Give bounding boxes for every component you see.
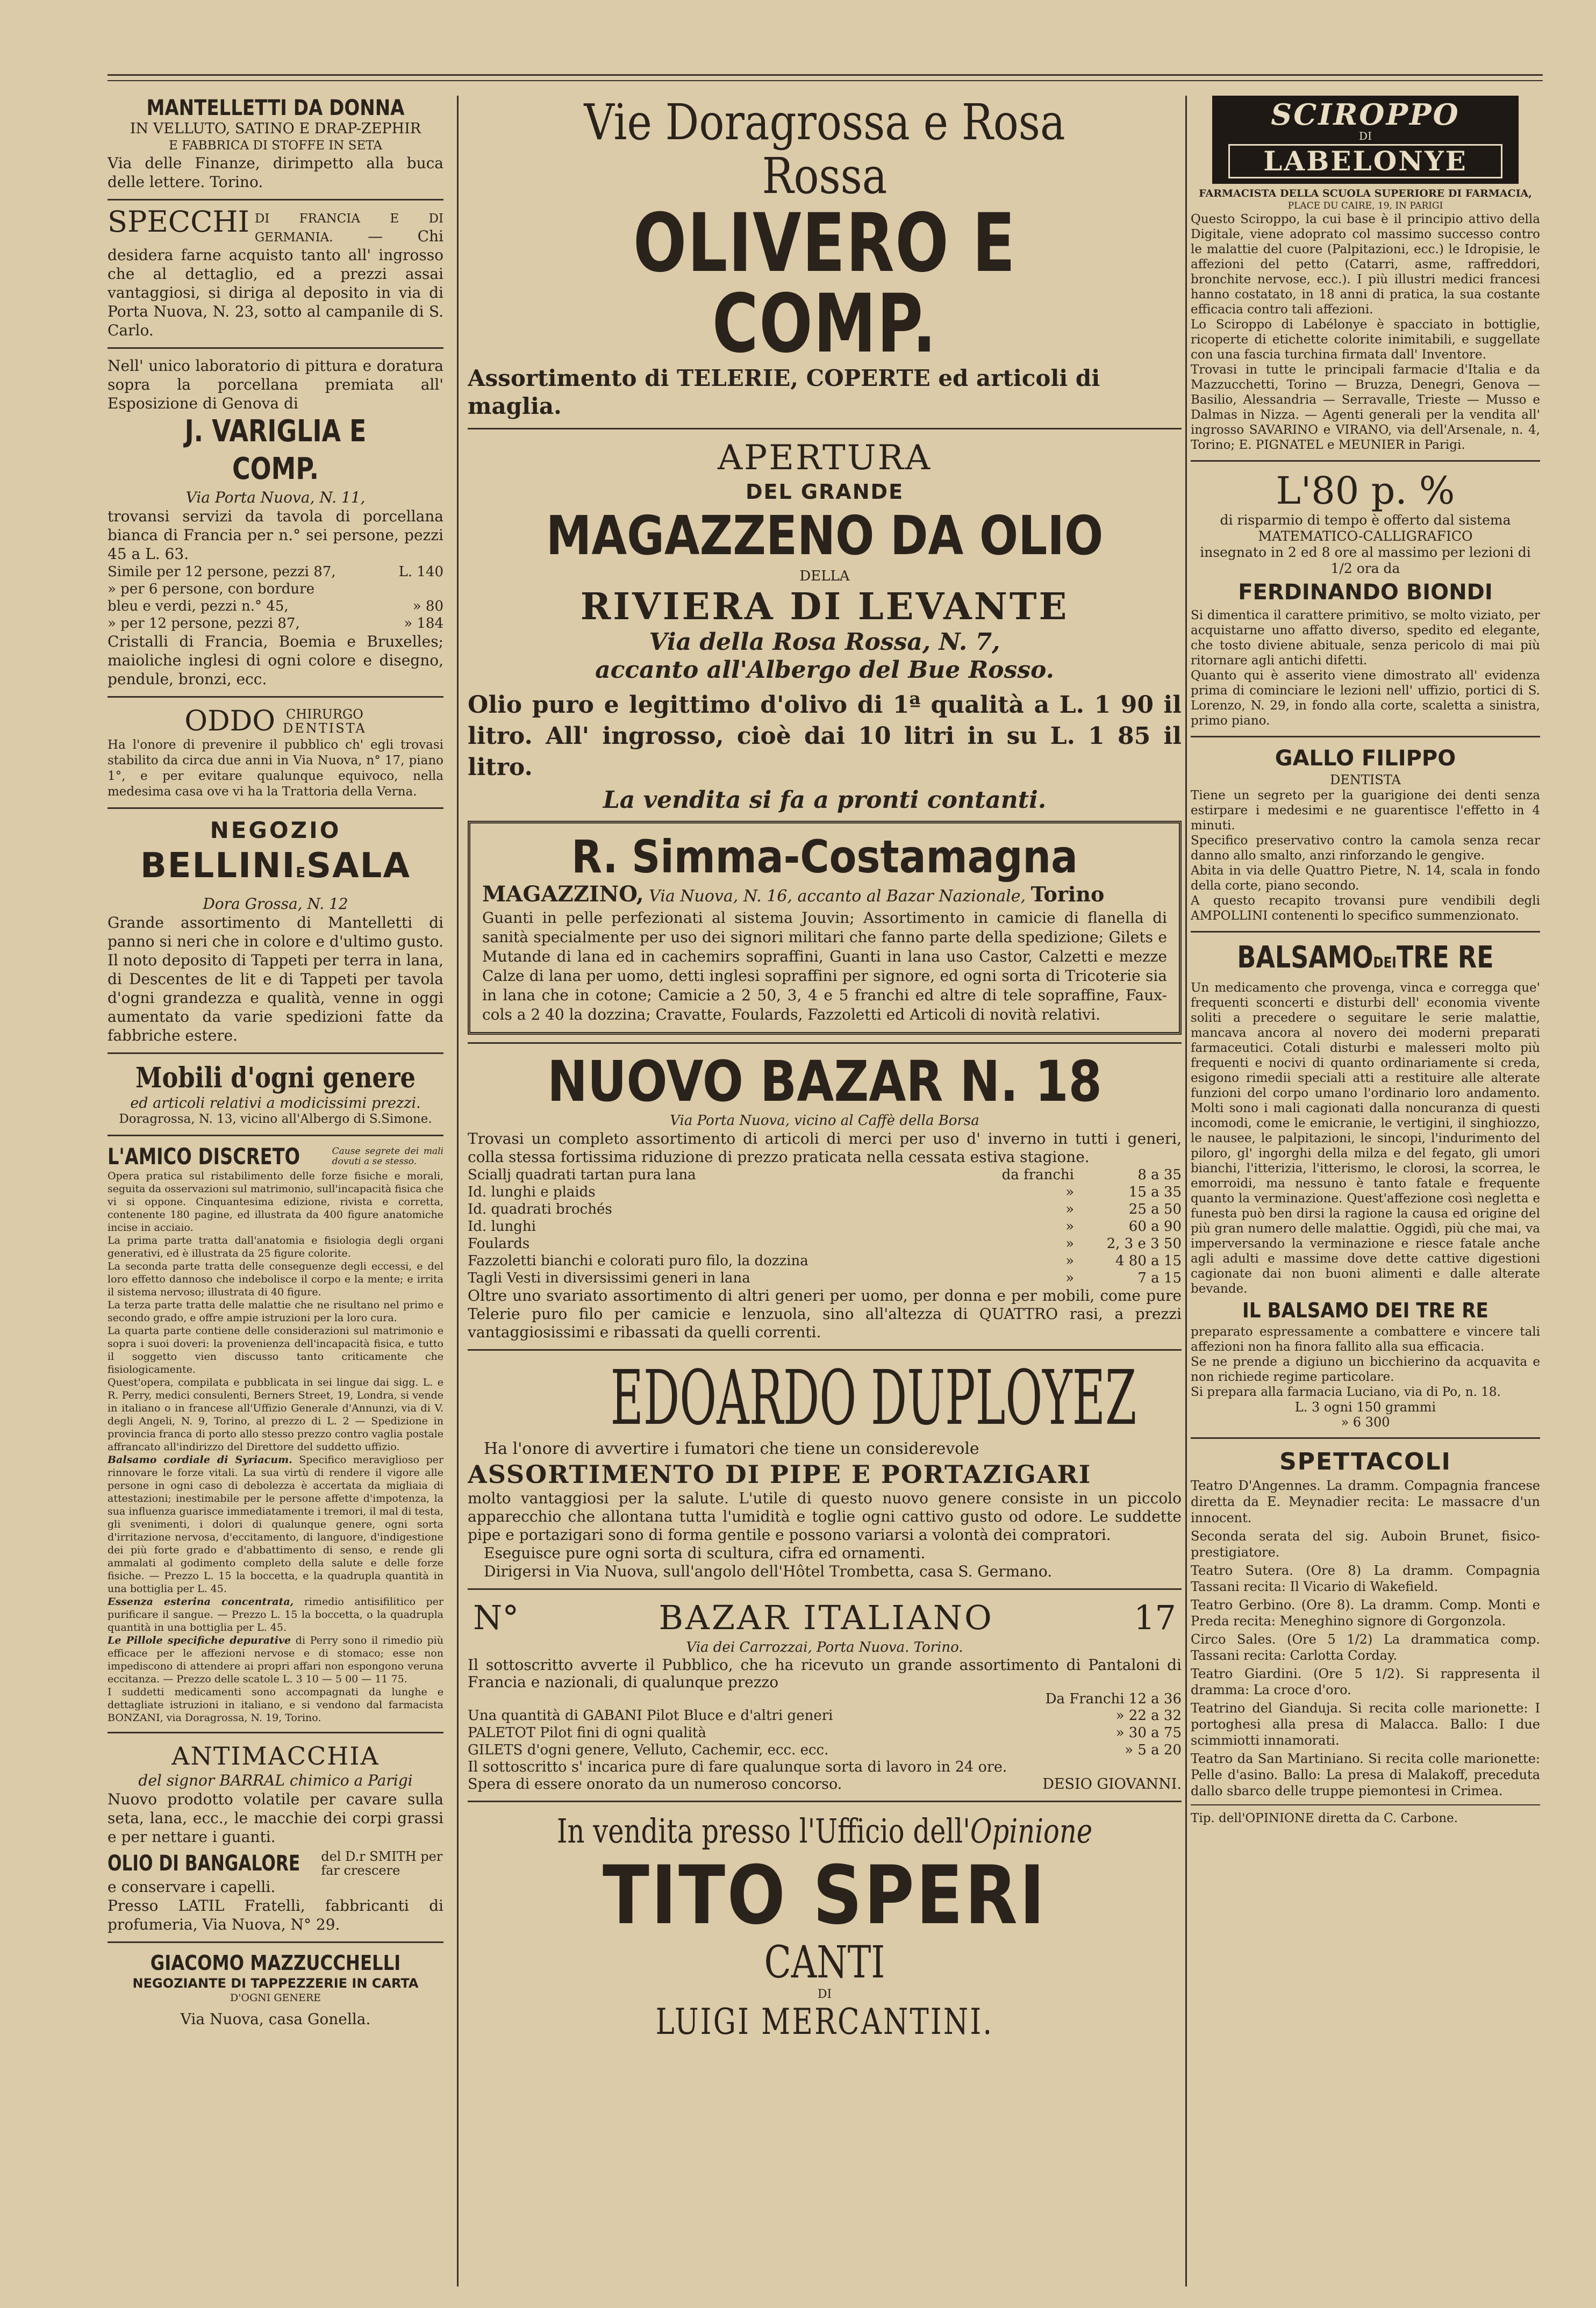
ad-text: Un medicamento che provenga, vinca e corregga que' frequenti sconcerti e disturbi dell' economia vivente soliti a precedere o seguitare le serie malattie, mancava ancora al novero dei moderni preparati farmaceutici. Cotali disturbi e malesseri molto più frequenti e nocivi di quanto ordinariamente si creda, esigono rimedii speciali atti a restituire alle alterate funzioni del corpo umano l'ordinario loro andamento. Molti sono i mali cagionati dalla noncuranza di questi incomodi, come le emicranie, le vertigini, il singhiozzo, le nausee, le palpitazioni, le sincopi, l'indurimento del piloro, gl' ingorghi della milza e del fegato, gli umori bianchi, l'itterizia, l'itterismo, le clorosi, la scorrea, le emorroidi, ma nessuno è tanto fatale e frequente quanto la verminazione. Quest'affezione così negletta e funesta può ben dirsi la ragione la causa ed origine del più gran numero delle malattie. Oggidì, più che mai, va imperversando la verminazione e riesce fatale anche agli adulti e massime dove dette cattive digestioni cagionate dai non buoni alimenti e dalle alterate bevande. xyxy=(1191,981,1540,1296)
spettacolo-item: Circo Sales. (Ore 5 1/2) La drammatica comp. Tassani recita: Carlotta Corday. xyxy=(1191,1632,1540,1663)
ad-title: BALSAMO xyxy=(1237,940,1373,975)
ad-title: ANTIMACCHIA xyxy=(171,1741,380,1771)
ad-title: OLIO DI BANGALORE xyxy=(108,1851,300,1876)
price-label: PALETOT Pilot fini di ogni qualità xyxy=(468,1725,706,1741)
ad-signature: DESIO GIOVANNI. xyxy=(1042,1776,1182,1793)
ad-text: Spera di essere onorato da un numeroso concorso. xyxy=(468,1776,842,1793)
price-label: » per 6 persone, con bordure xyxy=(108,581,314,597)
ad-text: Assortimento di TELERIE, COPERTE ed articoli di maglia. xyxy=(468,365,1100,419)
ad-text: Si prepara alla farmacia Luciano, via di Po, n. 18. xyxy=(1191,1385,1501,1399)
ad-antimacchia xyxy=(108,1741,443,1934)
price-value: 2, 3 e 3 50 xyxy=(1106,1236,1182,1252)
ad-author: LUIGI MERCANTINI. xyxy=(655,2001,994,2042)
ad-heading: APERTURA xyxy=(717,438,932,478)
ad-title: FERDINANDO BIONDI xyxy=(1238,580,1493,605)
ad-title: TITO SPERI xyxy=(602,1849,1047,1943)
ad-subheading: Le Pillole specifiche depurative xyxy=(108,1635,291,1646)
price-value: 8 a 35 xyxy=(1137,1167,1182,1183)
price-label: Simile per 12 persone, pezzi 87, xyxy=(108,564,336,580)
ad-heading: Vie Doragrossa e Rosa Rossa xyxy=(584,96,1065,205)
ad-title: EDOARDO DUPLOYEZ xyxy=(610,1354,1137,1442)
divider xyxy=(468,1801,1182,1802)
ad-subtitle: MATEMATICO-CALLIGRAFICO xyxy=(1258,528,1473,544)
ad-address: Dora Grossa, N. 12 xyxy=(203,895,348,913)
price-value xyxy=(352,580,443,598)
spettacolo-item: Teatrino del Gianduja. Si recita colle marionette: I portoghesi alla presa di Malacca. Ballo: I due scimmiotti innamorati. xyxy=(1191,1701,1540,1748)
ad-amico-discreto xyxy=(108,1144,443,1724)
ad-heading: NEGOZIO xyxy=(210,817,341,843)
ad-balsamo xyxy=(1191,940,1540,1430)
imprint: Tip. dell'OPINIONE diretta da C. Carbone. xyxy=(1191,1811,1458,1825)
ad-subtitle: DI xyxy=(817,1988,832,2001)
ad-text: Quest'opera, compilata e pubblicata in sei lingue dai sigg. L. e R. Perry, medici consulenti, Berners Street, 19, Londra, si vende in italiano o in francese all'Uffizio Generale d'Annunzi, via di V. degli Angeli, N. 9, Torino, al prezzo di L. 2 — Spedizione in provincia franca di porto allo stesso prezzo contro vaglia postale affrancato all'indirizzo del Direttore del suddetto uffizio. xyxy=(108,1377,443,1453)
ad-text: di risparmio di tempo è offerto dal sistema xyxy=(1220,512,1511,528)
price-label: bleu e verdi, pezzi n.° 45, xyxy=(108,598,289,614)
column-rule-right xyxy=(1185,96,1187,2287)
ad-address: Via Nuova, casa Gonella. xyxy=(180,2010,371,2028)
price-value: L. 3 ogni 150 grammi xyxy=(1294,1400,1436,1415)
ad-text: Il sottoscritto avverte il Pubblico, che ha ricevuto un grande assortimento di Pantaloni di Francia e nazionali, di qualunque prezzo xyxy=(468,1656,1182,1691)
ad-text: La seconda parte tratta delle conseguenze degli eccessi, e del loro effetto dannoso che indebolisce il corpo e la mente; e irrita il sistema nervoso; illustrata di 40 figure. xyxy=(108,1260,443,1298)
divider xyxy=(108,1135,443,1136)
price-label: Id. lunghi e plaids xyxy=(468,1184,596,1200)
ad-address: Via Porta Nuova, vicino al Caffè della Borsa xyxy=(670,1113,979,1129)
ad-text: A questo recapito trovansi pure vendibili degli AMPOLLINI contenenti lo specifico summenzionato. xyxy=(1191,894,1540,923)
ad-text: La terza parte tratta delle malattie che ne risultano nel primo e secondo grado, e offre ampie istruzioni per la loro cura. xyxy=(108,1299,443,1324)
ad-subtitle: NEGOZIANTE DI TAPPEZZERIE IN CARTA xyxy=(132,1976,419,1991)
price-value: 15 a 35 xyxy=(1128,1184,1182,1200)
ad-heading: In vendita presso l'Ufficio dell' xyxy=(556,1811,970,1851)
ad-number-label: N° xyxy=(473,1598,519,1637)
ad-title: SPECCHI xyxy=(108,205,249,239)
price-value: Da Franchi 12 a 36 xyxy=(1045,1691,1182,1707)
price-row xyxy=(468,1201,1182,1218)
ad-text: I suddetti medicamenti sono accompagnati da lunghe e dettagliate istruzioni in italiano, e si vendono dal farmacista BONZANI, via Doragrossa, N. 19, Torino. xyxy=(108,1686,443,1724)
price-row xyxy=(468,1235,1182,1252)
price-row xyxy=(108,563,443,580)
ad-oddo xyxy=(108,705,443,800)
price-row xyxy=(108,598,443,615)
section-title: SPETTACOLI xyxy=(1279,1448,1451,1475)
divider xyxy=(108,807,443,809)
price-label: Sciallj quadrati tartan pura lana xyxy=(468,1167,696,1183)
price-label: GILETS d'ogni genere, Velluto, Cachemir, ecc. ecc. xyxy=(468,1742,829,1758)
ad-text: La prima parte tratta dall'anatomia e fisiologia degli organi generativi, ed è illustrata da 25 figure colorite. xyxy=(108,1235,443,1259)
price-row xyxy=(468,1724,1182,1741)
ad-title: DEI xyxy=(1373,954,1397,971)
divider xyxy=(108,347,443,349)
price-row xyxy=(108,615,443,632)
ad-text: Guanti in pelle perfezionati al sistema Jouvin; Assortimento in camicie di flanella di sanità specialmente per uso dei signori militari che fanno parte della spedizione; Gilets e Mutande di lana ed in cachemirs sopraffini, Guanti in lana uso Castor, Calzetti e mezze Calze di lana per uomo, detti inglesi sopraffini per signore, ed ogni sorta di Tricoterie sia in lana che in cotone; Camicie a 2 50, 3, 4 e 5 franchi ed altre di tele sopraffine, Faux-cols a 2 40 la dozzina; Cravatte, Foulards, Fazzoletti ed Articoli di novità relativi. xyxy=(482,909,1167,1023)
spettacolo-item: Seconda serata del sig. Auboin Brunet, fisico-prestigiatore. xyxy=(1191,1529,1540,1560)
ad-title: DI xyxy=(1359,130,1372,142)
spettacolo-item: Teatro D'Angennes. La dramm. Compagnia francese diretta da E. Meynadier recita: Le massacre d'un innocent. xyxy=(1191,1478,1540,1525)
ad-subtitle: del D.r SMITH per far crescere xyxy=(321,1849,443,1878)
price-value: 4 80 a 15 xyxy=(1115,1253,1182,1269)
ad-text: Nell' unico laboratorio di pittura e doratura sopra la porcellana premiata all' Esposizione di Genova di xyxy=(108,357,443,412)
price-label: Foulards xyxy=(468,1236,530,1252)
price-value: » 22 a 32 xyxy=(1115,1708,1182,1724)
ad-line: E FABBRICA DI STOFFE IN SETA xyxy=(169,139,382,153)
ad-title: TRE RE xyxy=(1396,940,1494,975)
ad-subtitle: ASSORTIMENTO DI PIPE E PORTAZIGARI xyxy=(468,1460,1092,1489)
ad-subtitle: ed articoli relativi a modicissimi prezzi. xyxy=(130,1095,421,1112)
top-rule xyxy=(108,74,1543,81)
ad-text: Trovasi un completo assortimento di articoli di merci per uso d' inverno in tutti i generi, colla stessa fortissima riduzione di prezzo praticata nella cessata estiva stagione. xyxy=(468,1130,1182,1166)
ad-text: Abita in via delle Quattro Pietre, N. 14, scala in fondo della corte, piano secondo. xyxy=(1191,864,1540,893)
ad-text: di Perry sono il rimedio più efficace per le affezioni nervose e di stomaco; esse non impediscono di attendere ai propri affari non espongono veruna eccitanza. — Prezzo delle scatole L. 3 10 — 5 00 — 11 75. xyxy=(108,1635,443,1685)
ad-text: Eseguisce pure ogni sorta di scultura, cifra ed ornamenti. xyxy=(484,1544,926,1562)
ad-sciroppo xyxy=(1191,96,1540,453)
price-value: » 5 a 20 xyxy=(1125,1742,1182,1758)
price-row xyxy=(468,1166,1182,1184)
price-unit: » xyxy=(1065,1253,1074,1269)
ad-text: La vendita si fa a pronti contanti. xyxy=(603,786,1047,814)
ad-heading: DELLA xyxy=(799,568,850,584)
divider xyxy=(108,1941,443,1943)
ad-text: Oltre uno svariato assortimento di altri generi per uomo, per donna e per mobili, come pure Telerie puro filo per camicie e lenzuola, sino all'altezza di QUATTRO rasi, a prezzi vantaggiosissimi e ribassati da quelli correnti. xyxy=(468,1287,1182,1341)
ad-title: Mobili d'ogni genere xyxy=(135,1062,416,1094)
ad-address: Doragrossa, N. 13, vicino all'Albergo di S.Simone. xyxy=(119,1112,432,1126)
ad-text: Dirigersi in Via Nuova, sull'angolo dell'Hôtel Trombetta, casa S. Germano. xyxy=(484,1562,1053,1580)
sciroppo-banner xyxy=(1212,96,1519,184)
ad-title: R. Simma-Costamagna xyxy=(571,830,1078,883)
spettacoli-section xyxy=(1191,1446,1540,1826)
price-value: » 6 300 xyxy=(1341,1415,1390,1430)
ad-subtitle: DENTISTA xyxy=(1330,772,1401,787)
middle-column xyxy=(468,96,1182,2287)
ad-text: trovansi servizi da tavola di porcellana bianca di Francia per n.° sei persone, pezzi 45 a L. 63. xyxy=(108,507,443,563)
ad-title: NUOVO BAZAR N. 18 xyxy=(547,1049,1102,1114)
price-list xyxy=(468,1166,1182,1287)
ad-address: PLACE DU CAIRE, 19, IN PARIGI xyxy=(1287,200,1443,211)
spettacolo-item: Teatro Gerbino. (Ore 8). La dramm. Comp. Monti e Preda recita: Meneghino signore di Gorgonzola. xyxy=(1191,1597,1540,1629)
ad-bellini xyxy=(108,816,443,1045)
ad-variglia xyxy=(108,356,443,689)
ad-subheading: Balsamo cordiale di Syriacum. xyxy=(108,1454,292,1466)
ad-text: molto vantaggiosi per la salute. L'utile di questo nuovo genere consiste in un piccolo apparecchio che allontana tutta l'umidità e toglie ogni cattivo gusto od odore. Le suddette pipe e portazigari sono di forma gentile e possono variarsi a volontà dei compratori. xyxy=(468,1489,1182,1544)
price-label: Una quantità di GABANI Pilot Bluce e d'altri generi xyxy=(468,1708,833,1724)
ad-text: Ha l'onore di avvertire i fumatori che tiene un considerevole xyxy=(484,1439,979,1458)
ad-subtitle: DENTISTA xyxy=(282,721,367,736)
ad-nuovo-bazar xyxy=(468,1051,1182,1342)
price-list xyxy=(468,1707,1182,1759)
price-value: 7 a 15 xyxy=(1137,1270,1182,1286)
price-unit: » xyxy=(1065,1184,1074,1200)
ad-address: Torino xyxy=(1030,882,1105,906)
divider xyxy=(1191,931,1540,933)
ad-title: MANTELLETTI DA DONNA xyxy=(146,96,405,120)
ad-text: e conservare i capelli. xyxy=(108,1878,276,1896)
ad-title: OLIVERO E COMP. xyxy=(633,197,1017,371)
right-column xyxy=(1191,96,1540,2287)
price-list xyxy=(108,563,443,632)
divider xyxy=(1191,460,1540,462)
ad-text: Grande assortimento di Mantelletti di panno si neri che in colore e d'ultimo gusto. Il noto deposito di Tappeti per terra in lana, di Descentes de lit e di Tappeti per tavola d'ogni grandezza e qualità, venne in oggi aumentato da varie spedizioni fatte da fabbriche estere. xyxy=(108,914,443,1044)
divider xyxy=(468,428,1182,429)
ad-subtitle: CANTI xyxy=(764,1937,885,1988)
ad-title: RIVIERA DI LEVANTE xyxy=(580,585,1069,628)
ad-biondi xyxy=(1191,469,1540,728)
ad-subtitle: D'OGNI GENERE xyxy=(230,1992,321,2004)
divider xyxy=(108,696,443,698)
ad-address: Via Porta Nuova, N. 11, xyxy=(185,489,366,506)
ad-title: GALLO FILIPPO xyxy=(1275,746,1456,771)
ad-number: 17 xyxy=(1134,1598,1176,1637)
spettacolo-item: Teatro Giardini. (Ore 5 1/2). Si rappresenta il dramma: La croce d'oro. xyxy=(1191,1666,1540,1697)
ad-mazzucchelli xyxy=(108,1951,443,2029)
ad-title: MAGAZZENO DA OLIO xyxy=(546,504,1104,567)
price-label: Tagli Vesti in diversissimi generi in lana xyxy=(468,1270,750,1286)
ad-subtitle: del signor BARRAL chimico a Parigi xyxy=(138,1772,413,1789)
price-unit: » xyxy=(1065,1201,1074,1217)
price-row xyxy=(468,1741,1182,1759)
ad-text: — Chi desidera farne acquisto tanto all' ingrosso che al dettaglio, ed a prezzi assai vantaggiosi, si diriga al deposito in via di Porta Nuova, N. 23, sotto al campanile di S. Carlo. xyxy=(108,227,443,339)
ad-text: Specifico preservativo contro la camola senza recar danno allo smalto, anzi rinforzando le gengive. xyxy=(1191,834,1540,863)
ad-text: La quarta parte contiene delle considerazioni sul matrimonio e sopra i suoi doveri: la provenienza dell'incapacità fisica, e tutto il soggetto vien discusso tanto criticamente che fisiologicamente. xyxy=(108,1325,443,1375)
price-unit: » xyxy=(1065,1236,1074,1252)
price-row xyxy=(468,1218,1182,1235)
ad-text: Opera pratica sul ristabilimento delle forze fisiche e morali, seguita da osservazioni sul matrimonio, sull'incapacità fisica che vi si oppone. Cinquantesima edizione, rivista e corretta, contenente 180 pagine, ed illustrata da 400 figure anatomiche incise in acciaio. xyxy=(108,1170,443,1234)
left-column xyxy=(108,96,443,2287)
ad-title: LABELONYE xyxy=(1228,144,1502,178)
ad-address: Via della Rosa Rossa, N. 7, xyxy=(649,628,1000,656)
divider xyxy=(468,1349,1182,1351)
divider xyxy=(1191,1804,1540,1805)
ad-text: Lo Sciroppo di Labélonye è spacciato in bottiglie, ricoperte di etichette colorite inimitabili, e suggellate con una fascia turchina firmata dall' Inventore. xyxy=(1191,318,1540,362)
ad-text: Tiene un segreto per la guarigione dei denti senza estirpare i medesimi e ne guarentisce l'effetto in 4 minuti. xyxy=(1191,789,1540,833)
price-value: 60 a 90 xyxy=(1128,1218,1182,1235)
ad-mantelletti xyxy=(108,96,443,191)
price-value: » 184 xyxy=(404,615,443,632)
divider xyxy=(468,1042,1182,1044)
divider xyxy=(1191,736,1540,737)
ad-title: BAZAR ITALIANO xyxy=(659,1598,994,1637)
ad-specchi xyxy=(108,205,443,340)
ad-text: rimedio antisifilitico per purificare il sangue. — Prezzo L. 15 la boccetta, o la quadrupla quantità in una bottiglia per L. 45. xyxy=(108,1596,443,1633)
ad-text: Cristalli di Francia, Boemia e Bruxelles; maioliche inglesi di ogni colore e disegno, pendule, bronzi, ecc. xyxy=(108,633,443,688)
ad-title: J. VARIGLIA E COMP. xyxy=(184,414,367,486)
ad-address: Via dei Carrozzai, Porta Nuova. Torino. xyxy=(686,1639,963,1655)
price-row xyxy=(468,1707,1182,1724)
ad-text: Specifico meraviglioso per rinnovare le forze vitali. La sua virtù di rendere il vigore alle persone in ogni caso di debolezza è accertata da migliaia di attestazioni; inestimabile per le persone affette d'impotenza, la sua influenza guarisce immediatamente i tremori, il mal di testa, gli svenimenti, i dolori di qualunque genere, ogni sorta d'irritazione nervosa, d'eccitamento, di languore, d'indigestione dei più forte grado e d'abbattimento di senso, e rende gli ammalati al godimento completo della salute e delle forze fisiche. — Prezzo L. 15 la boccetta, e la quadrupla quantità in una bottiglia per L. 45. xyxy=(108,1454,443,1595)
ad-tito-speri xyxy=(468,1810,1182,2042)
ad-text: Quanto qui è asserito viene dimostrato all' evidenza prima di cominciare le lezioni nell' uffizio, portici di S. Lorenzo, N. 29, in fondo alla corte, scaletta a sinistra, primo piano. xyxy=(1191,669,1540,728)
ad-subtitle: Cause segrete dei mali dovuti a se stesso. xyxy=(332,1146,443,1167)
divider xyxy=(108,1052,443,1054)
ad-subheading: Essenza esterina concentrata, xyxy=(108,1596,294,1608)
ad-line: IN VELLUTO, SATINO E DRAP-ZEPHIR xyxy=(130,120,421,137)
ad-simma xyxy=(468,821,1182,1035)
price-unit: » xyxy=(1065,1270,1074,1286)
ad-bazar-italiano xyxy=(468,1597,1182,1793)
ad-subtitle: FARMACISTA DELLA SCUOLA SUPERIORE DI FARMACIA, xyxy=(1199,188,1532,199)
ad-text: Questo Sciroppo, la cui base è il principio attivo della Digitale, viene adoprato col massimo successo contro le malattie del cuore (Palpitazioni, ecc.) le Idropisie, le affezioni del petto (Catarri, asme, raffreddori, bronchite nervose, ecc.). I più illustri medici francesi hanno costatato, in 18 anni di pratica, la sua costante efficacia contro tali affezioni. xyxy=(1191,212,1540,317)
divider xyxy=(108,1732,443,1733)
ad-title: ODDO xyxy=(184,705,275,737)
ad-title: SCIROPPO xyxy=(1271,97,1460,132)
ad-gallo xyxy=(1191,745,1540,923)
price-label: Id. quadrati brochés xyxy=(468,1201,612,1217)
spettacoli-list xyxy=(1191,1478,1540,1799)
ad-text: Nuovo prodotto volatile per cavare sulla seta, lana, ecc., le macchie dei corpi grassi e per nettare i guanti. xyxy=(108,1790,443,1846)
ad-title: L'AMICO DISCRETO xyxy=(108,1143,300,1170)
ad-address: Via Nuova, N. 16, accanto al Bazar Nazionale, xyxy=(649,887,1026,906)
ad-subtitle: MAGAZZINO, xyxy=(482,881,644,907)
price-label: Id. lunghi xyxy=(468,1218,536,1235)
ad-title: SALA xyxy=(306,846,411,886)
ad-text: Olio puro e legittimo d'olivo di 1ª qualità a L. 1 90 il litro. All' ingrosso, cioè dai 10 litri in su L. 1 85 il litro. xyxy=(468,691,1182,781)
spettacolo-item: Teatro Sutera. (Ore 8) La dramm. Compagnia Tassani recita: Il Vicario di Wakefield. xyxy=(1191,1563,1540,1594)
ad-title: IL BALSAMO DEI TRE RE xyxy=(1242,1299,1488,1322)
ad-mobili xyxy=(108,1062,443,1127)
ad-heading: Opinione xyxy=(970,1811,1093,1851)
divider xyxy=(468,1588,1182,1590)
ad-duployez xyxy=(468,1354,1182,1581)
price-value: » 30 a 75 xyxy=(1115,1725,1182,1741)
ad-text: insegnato in 2 ed 8 ore al massimo per lezioni di 1/2 ora da xyxy=(1200,544,1531,576)
column-rule-left xyxy=(457,96,459,2287)
price-label: Fazzoletti bianchi e colorati puro filo, la dozzina xyxy=(468,1253,808,1269)
ad-text: Presso LATIL Fratelli, fabbricanti di profumeria, Via Nuova, N° 29. xyxy=(108,1897,443,1933)
ad-subtitle: CHIRURGO xyxy=(285,707,363,722)
ad-text: Il sottoscritto s' incarica pure di fare qualunque sorta di lavoro in 24 ore. xyxy=(468,1759,1007,1775)
price-unit: » xyxy=(1065,1218,1074,1235)
ad-subtitle: DI FRANCIA E DI GERMANIA. xyxy=(254,212,443,245)
divider xyxy=(108,199,443,200)
ad-text: Trovasi in tutte le principali farmacie d'Italia e da Mazzucchetti, Torino — Bruzza, Denegri, Genova — Basilio, Alessandria — Serravalle, Trieste — Musso e Dalmas in Nizza. — Agenti generali per la vendita all' ingrosso SAVARINO e VIRANO, via dell'Arsenale, n. 4, Torino; E. PIGNATEL e MEUNIER in Parigi. xyxy=(1191,363,1540,452)
ad-olivero xyxy=(468,96,1182,420)
ad-text: preparato espressamente a combattere e vincere tali affezioni non ha finora fallito alla sua efficacia. xyxy=(1191,1325,1540,1354)
price-value: 25 a 50 xyxy=(1128,1201,1182,1217)
ad-heading: DEL GRANDE xyxy=(745,480,904,504)
price-row xyxy=(468,1184,1182,1201)
ad-text: Ha l'onore di prevenire il pubblico ch' egli trovasi stabilito da circa due anni in Via Nuova, n° 17, piano 1°, e per evitare qualunque equivoco, nella medesima casa ove vi ha la Trattoria della Verna. xyxy=(108,738,443,799)
ad-title: E xyxy=(296,865,307,881)
ad-text: Se ne prende a digiuno un bicchierino da acquavita e non richiede regime particolare. xyxy=(1191,1355,1540,1384)
price-value: L. 140 xyxy=(398,564,443,580)
ad-title: L'80 p. % xyxy=(1276,469,1455,513)
ad-title: BELLINI xyxy=(140,846,296,886)
price-row xyxy=(468,1252,1182,1270)
price-value: » 80 xyxy=(412,598,443,614)
divider xyxy=(1191,1437,1540,1439)
ad-text: Via delle Finanze, dirimpetto alla buca delle lettere. Torino. xyxy=(108,154,443,191)
price-label: » per 12 persone, pezzi 87, xyxy=(108,615,300,632)
price-unit: da franchi xyxy=(1001,1167,1074,1183)
ad-magazzeno xyxy=(468,437,1182,818)
spettacolo-item: Teatro da San Martiniano. Si recita colle marionette: Pelle d'asino. Ballo: La presa di Malakoff, preceduta dallo sbarco delle truppe piemontesi in Crimea. xyxy=(1191,1751,1540,1798)
ad-title: GIACOMO MAZZUCCHELLI xyxy=(150,1951,401,1975)
ad-text: Si dimentica il carattere primitivo, se molto viziato, per acquistarne uno affatto diverso, spedito ed elegante, che tosto diviene abituale, senza pericolo di mai più ritornare agli antichi difetti. xyxy=(1191,608,1540,668)
ad-address: accanto all'Albergo del Bue Rosso. xyxy=(595,656,1054,684)
price-row xyxy=(108,580,443,598)
price-row xyxy=(468,1270,1182,1287)
